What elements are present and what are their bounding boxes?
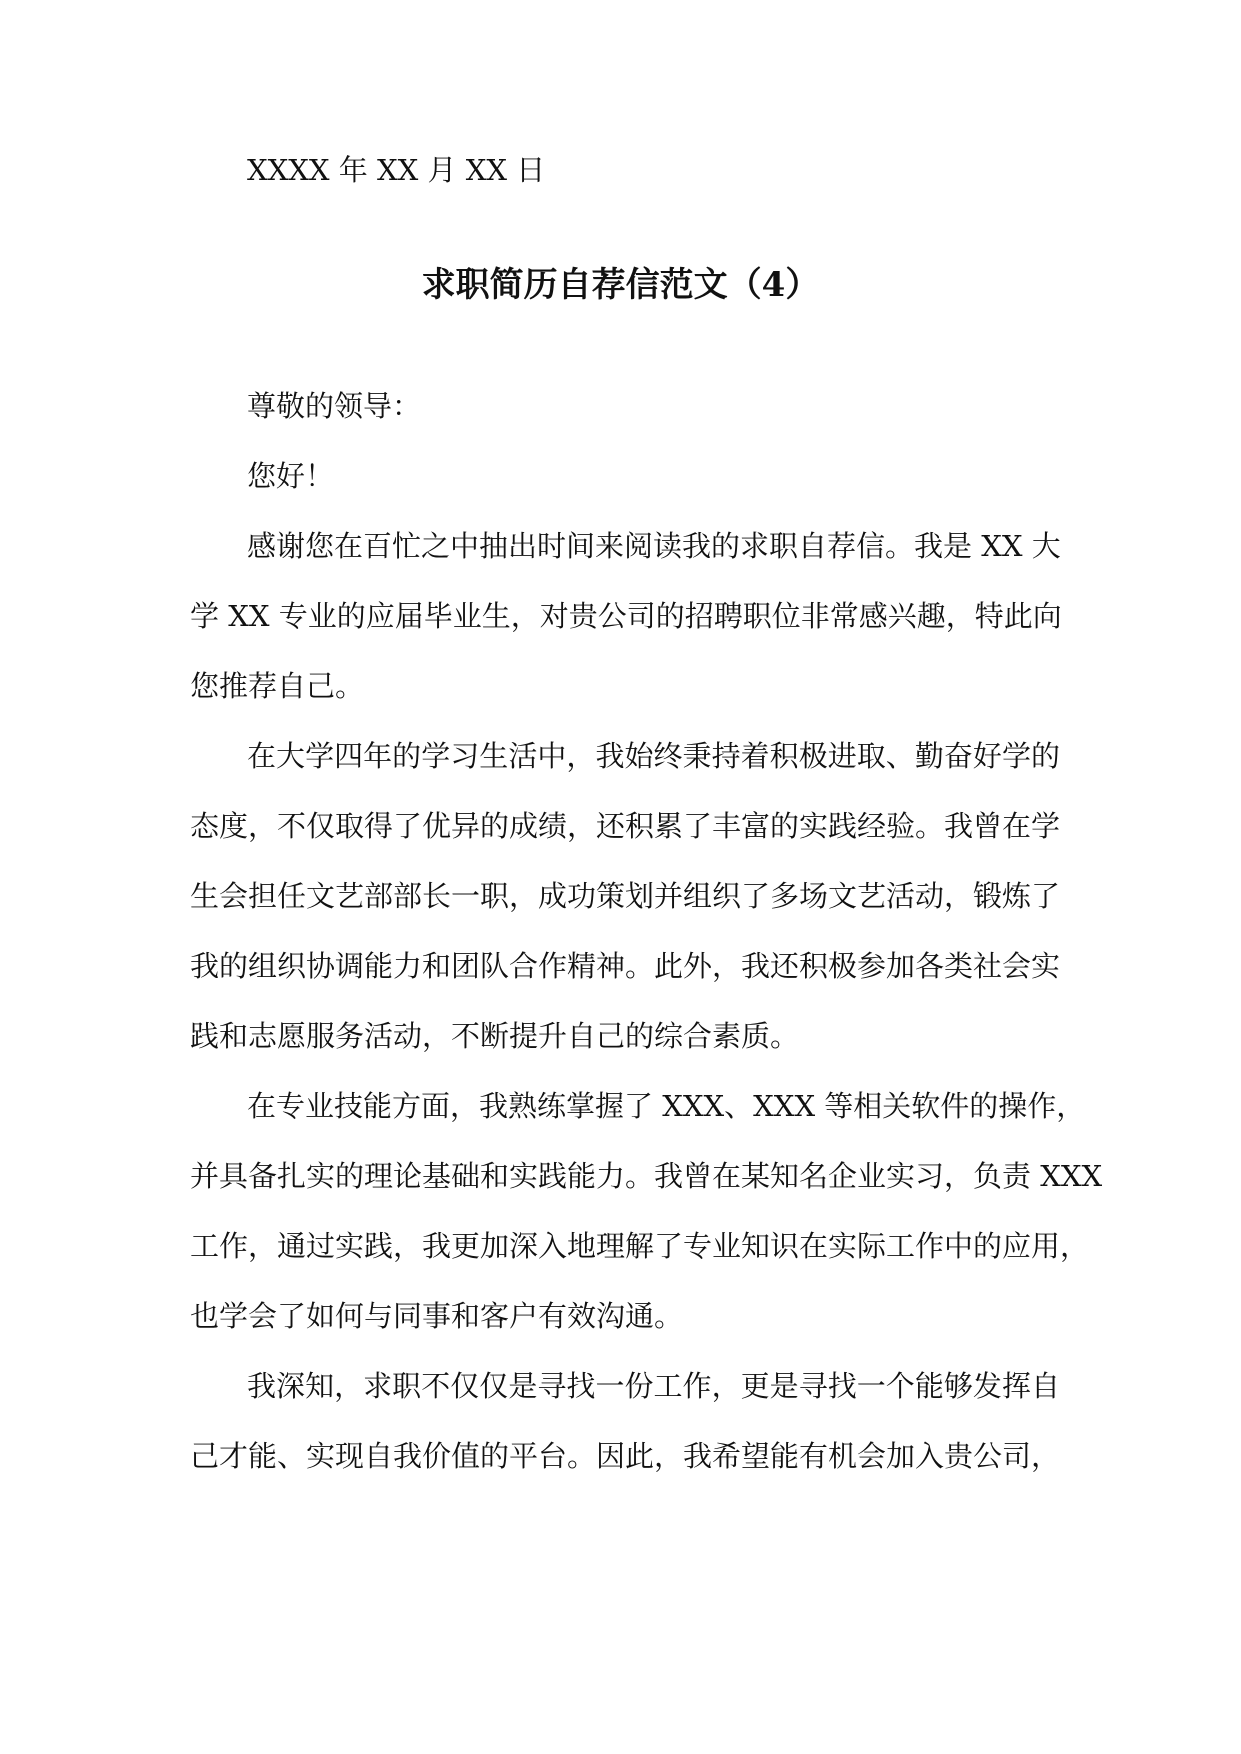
letter-body bbox=[190, 386, 1103, 1506]
paragraph-2-line-1: 在大学四年的学习生活中，我始终秉持着积极进取、勤奋好学的 bbox=[247, 739, 1060, 773]
paragraph-3-line-4: 也学会了如何与同事和客户有效沟通。 bbox=[190, 1299, 684, 1333]
paragraph-3-line-2: 并具备扎实的理论基础和实践能力。我曾在某知名企业实习，负责 XXX bbox=[190, 1159, 1103, 1193]
paragraph-1-line-3: 您推荐自己。 bbox=[190, 669, 365, 703]
paragraph-3-line-1: 在专业技能方面，我熟练掌握了 XXX、XXX 等相关软件的操作， bbox=[247, 1089, 1086, 1123]
salutation: 尊敬的领导： bbox=[247, 389, 422, 423]
greeting: 您好！ bbox=[247, 459, 335, 493]
paragraph-1-line-2: 学 XX 专业的应届毕业生，对贵公司的招聘职位非常感兴趣，特此向 bbox=[190, 599, 1062, 633]
paragraph-2-line-5: 践和志愿服务活动，不断提升自己的综合素质。 bbox=[190, 1019, 800, 1053]
paragraph-2-line-2: 态度，不仅取得了优异的成绩，还积累了丰富的实践经验。我曾在学 bbox=[190, 809, 1061, 843]
paragraph-2-line-4: 我的组织协调能力和团队合作精神。此外，我还积极参加各类社会实 bbox=[190, 949, 1061, 983]
paragraph-3-line-3: 工作，通过实践，我更加深入地理解了专业知识在实际工作中的应用， bbox=[190, 1229, 1090, 1263]
paragraph-2-line-3: 生会担任文艺部部长一职，成功策划并组织了多场文艺活动，锻炼了 bbox=[190, 879, 1061, 913]
letter-date: XXXX 年 XX 月 XX 日 bbox=[247, 153, 546, 187]
paragraph-4-line-1: 我深知，求职不仅仅是寻找一份工作，更是寻找一个能够发挥自 bbox=[247, 1369, 1060, 1403]
paragraph-4-line-2: 己才能、实现自我价值的平台。因此，我希望能有机会加入贵公司， bbox=[190, 1439, 1061, 1473]
letter-title: 求职简历自荐信范文（4） bbox=[421, 265, 820, 305]
paragraph-1-line-1: 感谢您在百忙之中抽出时间来阅读我的求职自荐信。我是 XX 大 bbox=[247, 529, 1061, 563]
